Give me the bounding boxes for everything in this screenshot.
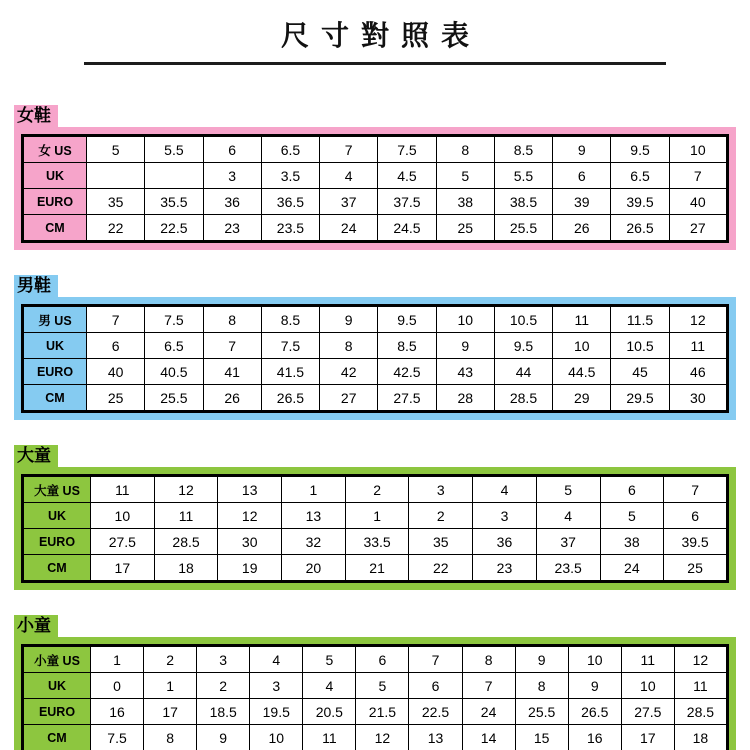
size-cell: 32 [282,529,346,555]
size-cell: 0 [91,673,144,699]
size-cell: 28.5 [674,699,727,725]
size-cell: 1 [282,476,346,503]
size-cell: 21.5 [356,699,409,725]
section-tab: 女鞋 [14,105,58,127]
size-cell: 1 [91,646,144,673]
size-cell: 10 [568,646,621,673]
size-cell: 11.5 [611,306,669,333]
table-row [23,725,728,750]
size-cell: 10 [669,136,727,163]
size-cell: 41 [203,359,261,385]
size-cell: 22 [87,215,145,242]
size-cell: 25 [87,385,145,412]
size-cell: 21 [345,555,409,582]
size-cell: 9 [320,306,378,333]
size-cell: 9.5 [378,306,436,333]
size-cell: 23.5 [536,555,600,582]
size-cell: 5.5 [145,136,203,163]
size-cell: 6.5 [261,136,319,163]
size-cell: 35.5 [145,189,203,215]
size-cell: 14 [462,725,515,750]
row-label-cell: EURO [23,529,91,555]
size-cell: 35 [409,529,473,555]
section-womens [14,105,736,250]
size-cell: 6.5 [611,163,669,189]
size-cell: 3 [473,503,537,529]
size-cell: 6 [553,163,611,189]
size-cell: 3 [197,646,250,673]
row-label-cell: 男 US [23,306,87,333]
row-label-cell: CM [23,725,91,750]
size-cell: 12 [674,646,727,673]
size-cell: 7.5 [145,306,203,333]
size-cell: 44.5 [553,359,611,385]
section-tab: 小童 [14,615,58,637]
size-cell: 7 [320,136,378,163]
size-table [21,474,729,583]
size-cell: 9 [568,673,621,699]
row-label-cell: CM [23,385,87,412]
size-cell: 10.5 [494,306,552,333]
size-cell: 6.5 [145,333,203,359]
size-cell: 22.5 [145,215,203,242]
size-cell: 25 [664,555,728,582]
size-cell: 8.5 [494,136,552,163]
size-cell: 39.5 [664,529,728,555]
size-cell: 9 [197,725,250,750]
size-table [21,304,729,413]
size-cell: 9 [515,646,568,673]
table-row [23,699,728,725]
size-cell: 26.5 [568,699,621,725]
size-cell: 16 [568,725,621,750]
size-cell: 5 [87,136,145,163]
size-cell: 2 [345,476,409,503]
size-cell: 5 [600,503,664,529]
size-cell: 7.5 [91,725,144,750]
size-cell: 36.5 [261,189,319,215]
size-cell: 18.5 [197,699,250,725]
size-cell: 2 [144,646,197,673]
size-cell: 12 [669,306,727,333]
size-cell: 17 [621,725,674,750]
size-cell: 18 [674,725,727,750]
size-cell: 30 [218,529,282,555]
table-row [23,306,728,333]
size-cell: 13 [282,503,346,529]
size-cell: 25.5 [145,385,203,412]
size-cell: 39.5 [611,189,669,215]
size-cell: 5.5 [494,163,552,189]
size-cell: 7 [664,476,728,503]
row-label-cell: CM [23,215,87,242]
size-cell: 7 [203,333,261,359]
size-cell: 3.5 [261,163,319,189]
size-cell: 23 [473,555,537,582]
size-cell: 12 [356,725,409,750]
size-cell: 28.5 [494,385,552,412]
size-table [21,134,729,243]
size-cell: 40.5 [145,359,203,385]
table-row [23,333,728,359]
size-cell: 8 [436,136,494,163]
size-cell: 26.5 [261,385,319,412]
size-cell: 23 [203,215,261,242]
size-cell: 11 [553,306,611,333]
size-cell: 3 [250,673,303,699]
size-cell: 9.5 [611,136,669,163]
section-frame [14,637,736,750]
row-label-cell: 女 US [23,136,87,163]
size-cell: 42.5 [378,359,436,385]
title-underline [84,62,666,65]
size-cell: 11 [303,725,356,750]
section-tab: 大童 [14,445,58,467]
table-row [23,359,728,385]
size-cell: 7.5 [261,333,319,359]
size-cell: 22.5 [409,699,462,725]
size-cell: 10 [553,333,611,359]
size-cell [145,163,203,189]
size-cell: 4 [536,503,600,529]
size-cell: 11 [91,476,155,503]
size-cell: 10 [621,673,674,699]
size-cell: 8 [462,646,515,673]
size-cell: 17 [91,555,155,582]
size-cell: 5 [436,163,494,189]
size-cell: 28.5 [154,529,218,555]
row-label-cell: UK [23,673,91,699]
size-cell: 24 [320,215,378,242]
size-cell: 7 [409,646,462,673]
size-cell: 3 [203,163,261,189]
size-cell: 7 [669,163,727,189]
size-cell: 13 [409,725,462,750]
row-label-cell: 大童 US [23,476,91,503]
size-cell: 6 [87,333,145,359]
size-cell: 7.5 [378,136,436,163]
size-cell: 12 [218,503,282,529]
size-cell: 9 [436,333,494,359]
size-cell: 17 [144,699,197,725]
size-cell: 12 [154,476,218,503]
size-cell: 25 [436,215,494,242]
page-title: 尺寸對照表 [280,20,481,51]
size-cell: 43 [436,359,494,385]
size-cell: 10 [91,503,155,529]
section-frame [14,297,736,420]
size-cell: 10 [250,725,303,750]
size-cell: 29 [553,385,611,412]
size-cell: 6 [203,136,261,163]
table-row [23,476,728,503]
size-cell: 25.5 [494,215,552,242]
size-cell: 18 [154,555,218,582]
size-cell: 26 [553,215,611,242]
row-label-cell: UK [23,503,91,529]
size-cell: 26.5 [611,215,669,242]
size-cell: 2 [409,503,473,529]
size-cell: 24 [600,555,664,582]
size-cell: 27 [320,385,378,412]
size-cell: 11 [669,333,727,359]
size-cell: 27.5 [621,699,674,725]
table-row [23,503,728,529]
size-cell: 24 [462,699,515,725]
size-cell: 20 [282,555,346,582]
size-cell: 13 [218,476,282,503]
size-cell: 16 [91,699,144,725]
size-cell: 4 [250,646,303,673]
size-cell: 19.5 [250,699,303,725]
size-cell: 40 [669,189,727,215]
row-label-cell: EURO [23,359,87,385]
size-cell: 11 [621,646,674,673]
size-cell: 4.5 [378,163,436,189]
size-cell: 5 [536,476,600,503]
size-cell: 11 [674,673,727,699]
table-row [23,163,728,189]
size-cell: 6 [600,476,664,503]
table-row [23,385,728,412]
size-cell: 10 [436,306,494,333]
size-cell: 11 [154,503,218,529]
size-cell: 6 [356,646,409,673]
size-cell: 28 [436,385,494,412]
size-cell: 1 [144,673,197,699]
size-table [21,644,729,750]
section-frame [14,127,736,250]
section-mens [14,275,736,420]
size-cell: 42 [320,359,378,385]
size-cell: 1 [345,503,409,529]
size-cell: 38 [600,529,664,555]
size-cell: 9.5 [494,333,552,359]
size-cell: 39 [553,189,611,215]
size-cell: 6 [664,503,728,529]
size-cell: 40 [87,359,145,385]
size-cell: 8 [320,333,378,359]
size-cell: 7 [462,673,515,699]
size-cell: 46 [669,359,727,385]
size-cell: 20.5 [303,699,356,725]
size-cell: 37 [320,189,378,215]
table-row [23,646,728,673]
size-cell: 10.5 [611,333,669,359]
size-cell: 5 [356,673,409,699]
size-cell: 3 [409,476,473,503]
size-cell: 27.5 [378,385,436,412]
size-cell: 7 [87,306,145,333]
section-small-kids [14,615,736,750]
table-row [23,136,728,163]
size-cell: 38 [436,189,494,215]
section-big-kids [14,445,736,590]
size-cell: 8 [515,673,568,699]
size-cell: 8.5 [261,306,319,333]
size-cell: 25.5 [515,699,568,725]
table-row [23,215,728,242]
size-cell: 8.5 [378,333,436,359]
row-label-cell: UK [23,163,87,189]
size-cell: 37.5 [378,189,436,215]
section-frame [14,467,736,590]
size-cell: 23.5 [261,215,319,242]
size-cell: 5 [303,646,356,673]
size-cell: 41.5 [261,359,319,385]
size-cell: 22 [409,555,473,582]
size-cell: 4 [320,163,378,189]
size-cell: 45 [611,359,669,385]
row-label-cell: EURO [23,699,91,725]
size-cell: 30 [669,385,727,412]
section-tab: 男鞋 [14,275,58,297]
size-cell: 9 [553,136,611,163]
size-cell: 29.5 [611,385,669,412]
size-cell: 19 [218,555,282,582]
size-cell: 4 [303,673,356,699]
size-cell [87,163,145,189]
size-cell: 33.5 [345,529,409,555]
table-row [23,555,728,582]
size-cell: 26 [203,385,261,412]
size-cell: 27 [669,215,727,242]
size-cell: 36 [473,529,537,555]
size-cell: 38.5 [494,189,552,215]
size-cell: 8 [203,306,261,333]
size-cell: 6 [409,673,462,699]
size-cell: 36 [203,189,261,215]
size-cell: 24.5 [378,215,436,242]
row-label-cell: 小童 US [23,646,91,673]
size-cell: 37 [536,529,600,555]
size-cell: 27.5 [91,529,155,555]
table-row [23,189,728,215]
size-cell: 2 [197,673,250,699]
row-label-cell: EURO [23,189,87,215]
size-cell: 44 [494,359,552,385]
size-cell: 4 [473,476,537,503]
size-cell: 15 [515,725,568,750]
size-cell: 8 [144,725,197,750]
size-cell: 35 [87,189,145,215]
table-row [23,529,728,555]
row-label-cell: CM [23,555,91,582]
row-label-cell: UK [23,333,87,359]
table-row [23,673,728,699]
